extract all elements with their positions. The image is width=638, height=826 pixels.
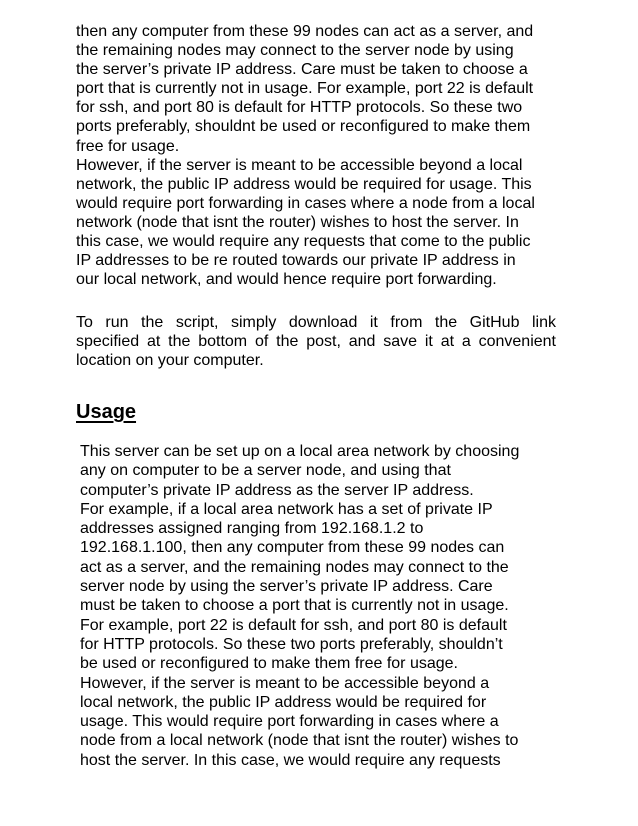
text-line: our local network, and would hence require port forwarding. — [76, 271, 497, 289]
text-line: node from a local network (node that isnt the router) wishes to — [80, 732, 519, 750]
text-line: free for usage. — [76, 137, 180, 155]
text-line: location on your computer. — [76, 352, 264, 370]
text-line: local network, the public IP address would be required for — [80, 693, 487, 711]
text-line: server node by using the server’s private IP address. Care — [80, 578, 493, 596]
text-line: For example, if a local area network has a set of private IP — [80, 500, 493, 518]
text-line: network (node that isnt the router) wishes to host the server. In — [76, 213, 519, 231]
text-line: addresses assigned ranging from 192.168.1.2 to — [80, 520, 424, 538]
text-line: for HTTP protocols. So these two ports preferably, shouldn’t — [80, 635, 503, 653]
section-heading-usage: Usage — [76, 401, 137, 423]
text-line: However, if the server is meant to be accessible beyond a — [80, 674, 490, 692]
text-line: must be taken to choose a port that is currently not in usage. — [80, 597, 509, 615]
text-line: To run the script, simply download it from the GitHub link — [76, 314, 556, 331]
text-line: This server can be set up on a local area network by choosing — [80, 443, 520, 460]
paragraph-run-script — [76, 313, 556, 370]
text-line: be used or reconfigured to make them free for usage. — [80, 655, 458, 673]
text-line: computer’s private IP address as the server IP address. — [80, 481, 474, 499]
text-line: any on computer to be a server node, and using that — [80, 462, 451, 480]
text-line: would require port forwarding in cases where a node from a local — [76, 194, 535, 212]
text-line: this case, we would require any requests that come to the public — [76, 233, 531, 251]
text-line: usage. This would require port forwarding in cases where a — [80, 713, 499, 731]
text-line: then any computer from these 99 nodes can act as a server, and — [76, 23, 534, 40]
paragraph-server-setup — [76, 22, 556, 289]
text-line: the server’s private IP address. Care must be taken to choose a — [76, 61, 528, 79]
text-line: host the server. In this case, we would require any requests — [80, 751, 501, 769]
text-line: However, if the server is meant to be accessible beyond a local — [76, 156, 523, 174]
text-line: 192.168.1.100, then any computer from these 99 nodes can — [80, 539, 505, 557]
text-line: For example, port 22 is default for ssh, and port 80 is default — [80, 616, 507, 634]
text-line: IP addresses to be re routed towards our private IP address in — [76, 252, 516, 270]
text-line: ports preferably, shouldnt be used or reconfigured to make them — [76, 118, 531, 136]
text-line: the remaining nodes may connect to the server node by using — [76, 42, 514, 60]
text-line: act as a server, and the remaining nodes may connect to the — [80, 558, 509, 576]
text-line: specified at the bottom of the post, and save it at a convenient — [76, 333, 556, 351]
paragraph-usage — [80, 442, 550, 770]
text-line: port that is currently not in usage. For example, port 22 is default — [76, 80, 534, 98]
text-line: for ssh, and port 80 is default for HTTP protocols. So these two — [76, 99, 523, 117]
text-line: network, the public IP address would be required for usage. This — [76, 175, 532, 193]
